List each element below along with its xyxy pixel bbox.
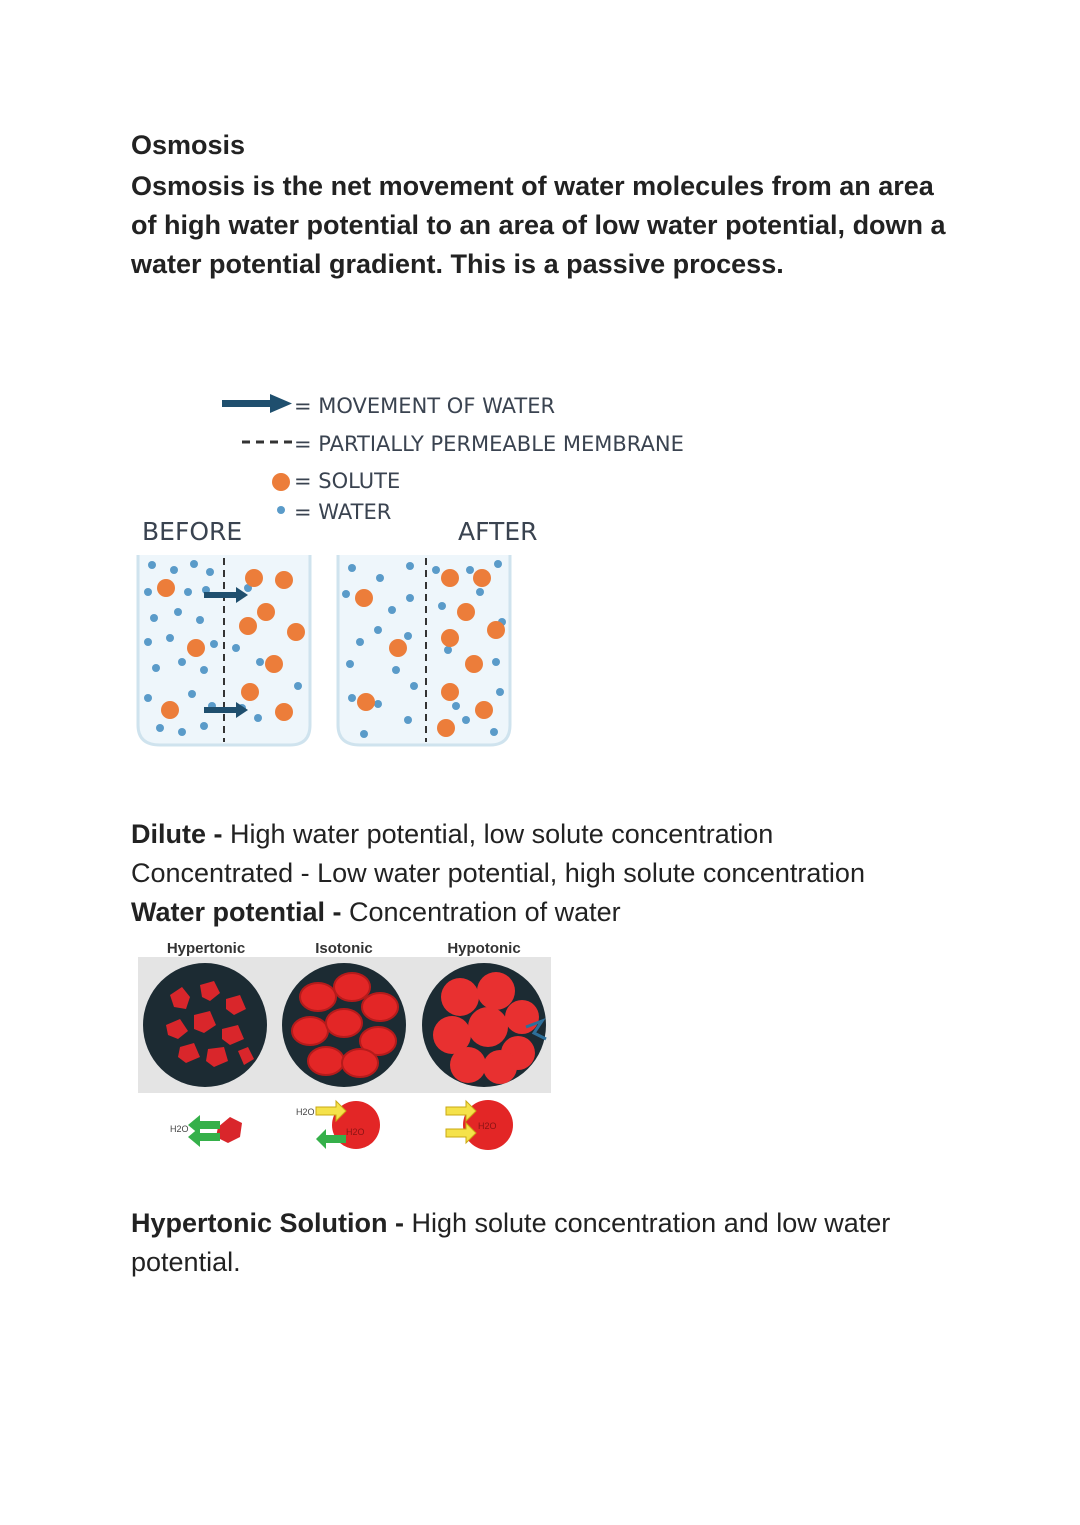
definition-sep: - <box>387 1208 412 1238</box>
after-label: AFTER <box>458 517 538 546</box>
definition-text: Low water potential, high solute concentration <box>317 858 865 888</box>
legend-solute-label: = SOLUTE <box>294 469 401 493</box>
definition-water-potential <box>131 893 865 932</box>
arrow-out-icon <box>188 1127 220 1147</box>
definition-sep: - <box>206 819 231 849</box>
hypotonic-cell-icon <box>446 1100 513 1150</box>
osmosis-diagram <box>130 380 684 760</box>
h2o-label: H2O <box>170 1124 189 1134</box>
definition-term: Dilute <box>131 819 207 849</box>
beaker-before <box>138 555 310 745</box>
page-title: Osmosis <box>131 130 246 160</box>
definition-term: Concentrated <box>131 858 294 888</box>
definition-sep: - <box>293 858 318 888</box>
beaker-after <box>338 555 510 745</box>
isotonic-cell-icon <box>296 1101 380 1149</box>
legend-water-dot <box>277 506 285 514</box>
hypertonic-dish <box>143 963 267 1087</box>
isotonic-dish <box>282 963 406 1087</box>
h2o-label: H2O <box>478 1121 497 1131</box>
legend-water-label: = WATER <box>294 500 392 524</box>
isotonic-label: Isotonic <box>315 940 373 957</box>
definitions-list <box>131 815 865 932</box>
tonicity-figure <box>130 935 560 1165</box>
legend <box>222 394 684 524</box>
legend-membrane-label: = PARTIALLY PERMEABLE MEMBRANE <box>294 432 684 456</box>
legend-arrow-shaft <box>222 400 272 407</box>
legend-solute-dot <box>272 473 290 491</box>
hypotonic-label: Hypotonic <box>447 940 521 957</box>
definition-sep: - <box>325 897 350 927</box>
intro-paragraph: Osmosis is the net movement of water molecules from an area of high water potential to an area of low water potential, down a water potential gradient. This is a passive process. <box>131 171 946 279</box>
definition-text: Concentration of water <box>349 897 621 927</box>
definition-text: High water potential, low solute concentration <box>230 819 774 849</box>
h2o-label: H2O <box>346 1127 365 1137</box>
definition-dilute <box>131 815 865 854</box>
hypotonic-dish <box>422 963 546 1087</box>
definition-text: High solute concentration and low water potential. <box>131 1208 891 1277</box>
definition-term: Water potential <box>131 897 326 927</box>
hypertonic-definition <box>131 1204 971 1282</box>
definition-concentrated <box>131 854 865 893</box>
h2o-label: H2O <box>296 1107 315 1117</box>
before-label: BEFORE <box>142 517 243 546</box>
hypertonic-cell-icon <box>170 1115 242 1147</box>
definition-term: Hypertonic Solution <box>131 1208 388 1238</box>
legend-movement-label: = MOVEMENT OF WATER <box>294 394 556 418</box>
hypertonic-label: Hypertonic <box>166 940 246 957</box>
arrow-out-icon <box>188 1115 220 1135</box>
arrow-right-icon <box>270 394 292 413</box>
